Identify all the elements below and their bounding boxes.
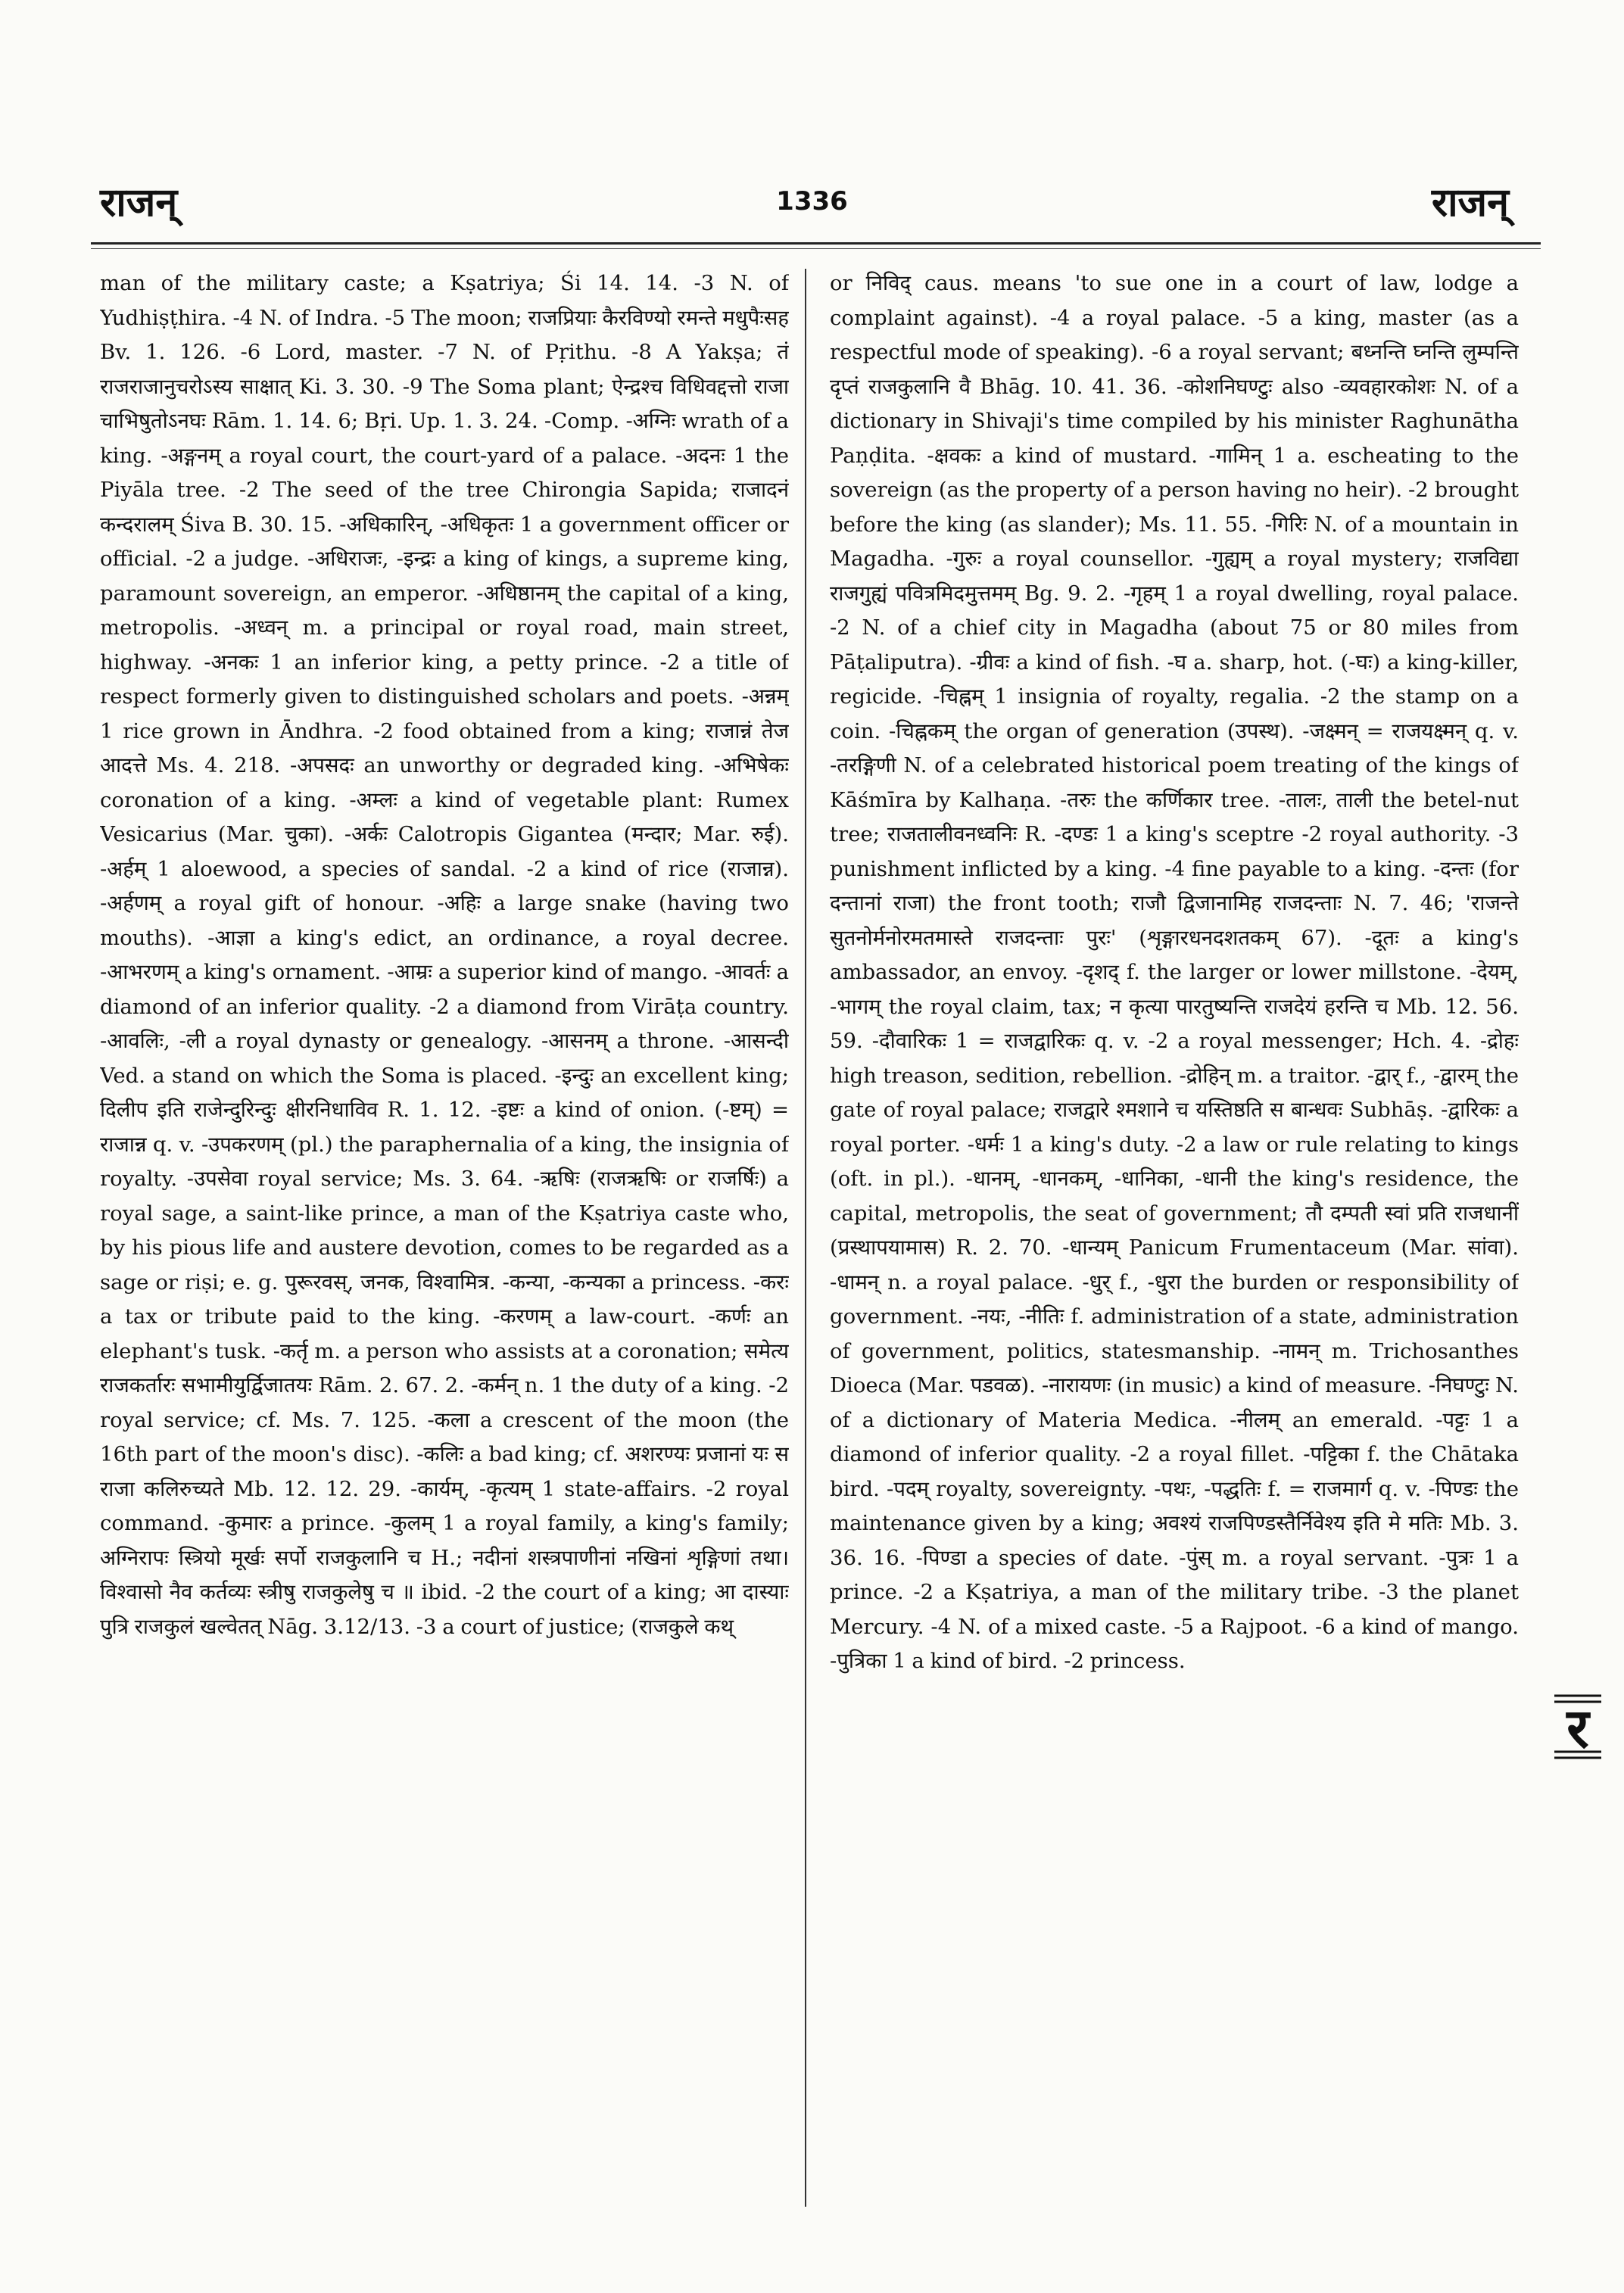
header-rule-thin xyxy=(91,248,1541,249)
column-divider xyxy=(805,269,806,2207)
right-column-text: or निविद् caus. means 'to sue one in a court of law, lodge a complaint against). -4 a royal palace. -5 a king, master (as a respectful mode of speaking). -6 a royal servant; बध्नन्ति घ्नन्ति लुम्पन्ति दृप्तं राजकुलानि वै Bhāg. 10. 41. 36. -कोशनिघण्टुः also -व्यवहारकोशः N. of a dictionary in Shivaji's time compiled by his minister Raghunātha Paṇḍita. -क्षवकः a kind of mustard. -गामिन् 1 a. escheating to the sovereign (as the property of a person having no heir). -2 brought before the king (as slander); Ms. 11. 55. -गिरिः N. of a mountain in Magadha. -गुरुः a royal counsellor. -गुह्यम् a royal mystery; राजविद्या राजगुह्यं पवित्रमिदमुत्तमम् Bg. 9. 2. -गृहम् 1 a royal dwelling, royal palace. -2 N. of a chief city in Magadha (about 75 or 80 miles from Pāṭaliputra). -ग्रीवः a kind of fish. -घ a. sharp, hot. (-घः) a king-killer, regicide. -चिह्नम् 1 insignia of royalty, regalia. -2 the stamp on a coin. -चिह्नकम् the organ of generation (उपस्थ). -जक्ष्मन् = राजयक्ष्मन् q. v. -तरङ्गिणी N. of a celebrated historical poem treating of the kings of Kāśmīra by Kalhaṇa. -तरुः the कर्णिकार tree. -तालः, ताली the betel-nut tree; राजतालीवनध्वनिः R. -दण्डः 1 a king's sceptre -2 royal authority. -3 punishment inflicted by a king. -4 fine payable to a king. -दन्तः (for दन्तानां राजा) the front tooth; राजौ द्विजानामिह राजदन्ताः N. 7. 46; 'राजन्ते सुतनोर्मनोरमतमास्ते राजदन्ताः पुरः' (शृङ्गारधनदशतकम् 67). -दूतः a king's ambassador, an envoy. -दृशद् f. the larger or lower millstone. -देयम्, -भागम् the royal claim, tax; न कृत्या पारतुष्यन्ति राजदेयं हरन्ति च Mb. 12. 56. 59. -दौवारिकः 1 = राजद्वारिकः q. v. -2 a royal messenger; Hch. 4. -द्रोहः high treason, sedition, rebellion. -द्रोहिन् m. a traitor. -द्वार् f., -द्वारम् the gate of royal palace; राजद्वारे श्मशाने च यस्तिष्ठति स बान्धवः Subhāṣ. -द्वारिकः a royal porter. -धर्मः 1 a king's duty. -2 a law or rule relating to kings (oft. in pl.). -धानम्, -धानकम्, -धानिका, -धानी the king's residence, the capital, metropolis, the seat of government; तौ दम्पती स्वां प्रति राजधानीं (प्रस्थापयामास) R. 2. 70. -धान्यम् Panicum Frumentaceum (Mar. सांवा). -धामन् n. a royal palace. -धुर् f., -धुरा the burden or responsibility of government. -नयः, -नीतिः f. administration of a state, administration of government, politics, statesmanship. -नामन् m. Trichosanthes Dioeca (Mar. पडवळ). -नारायणः (in music) a kind of measure. -निघण्टुः N. of a dictionary of Materia Medica. -नीलम् an emerald. -पट्टः 1 a diamond of inferior quality. -2 a royal fillet. -पट्टिका f. the Chātaka bird. -पदम् royalty, sovereignty. -पथः, -पद्धतिः f. = राजमार्ग q. v. -पिण्डः the maintenance given by a king; अवश्यं राजपिण्डस्तैर्निवेश्य इति मे मतिः Mb. 3. 36. 16. -पिण्डा a species of date. -पुंस् m. a royal servant. -पुत्रः 1 a prince. -2 a Kṣatriya, a man of the military tribe. -3 the planet Mercury. -4 N. of a mixed caste. -5 a Rajpoot. -6 a kind of mango. -पुत्रिका 1 a kind of bird. -2 princess. xyxy=(830,271,1519,1673)
running-head-left: राजन् xyxy=(100,180,178,226)
header-rule-thick xyxy=(91,242,1541,245)
running-head-right: राजन् xyxy=(1431,180,1509,226)
page-number: 1336 xyxy=(776,186,848,217)
thumb-index-tab xyxy=(1554,1690,1601,1764)
left-column-text: man of the military caste; a Kṣatriya; Śi 14. 14. -3 N. of Yudhiṣṭhira. -4 N. of Indra. -5 The moon; राजप्रियाः कैरविण्यो रमन्ते मधुपैःसह Bv. 1. 126. -6 Lord, master. -7 N. of Pṛithu. -8 A Yakṣa; तं राजराजानुचरोऽस्य साक्षात् Ki. 3. 30. -9 The Soma plant; ऐन्द्रश्च विधिवद्दत्तो राजा चाभिषुतोऽनघः Rām. 1. 14. 6; Bṛi. Up. 1. 3. 24. -Comp. -अग्निः wrath of a king. -अङ्गनम् a royal court, the court-yard of a palace. -अदनः 1 the Piyāla tree. -2 The seed of the tree Chirongia Sapida; राजादनं कन्दरालम् Śiva B. 30. 15. -अधिकारिन्, -अधिकृतः 1 a government officer or official. -2 a judge. -अधिराजः, -इन्द्रः a king of kings, a supreme king, paramount sovereign, an emperor. -अधिष्ठानम् the capital of a king, metropolis. -अध्वन् m. a principal or royal road, main street, highway. -अनकः 1 an inferior king, a petty prince. -2 a title of respect formerly given to distinguished scholars and poets. -अन्नम् 1 rice grown in Āndhra. -2 food obtained from a king; राजान्नं तेज आदत्ते Ms. 4. 218. -अपसदः an unworthy or degraded king. -अभिषेकः coronation of a king. -अम्लः a kind of vegetable plant: Rumex Vesicarius (Mar. चुका). -अर्कः Calotropis Gigantea (मन्दार; Mar. रुई). -अर्हम् 1 aloewood, a species of sandal. -2 a kind of rice (राजान्न). -अर्हणम् a royal gift of honour. -अहिः a large snake (having two mouths). -आज्ञा a king's edict, an ordinance, a royal decree. -आभरणम् a king's ornament. -आम्रः a superior kind of mango. -आवर्तः a diamond of an inferior quality. -2 a diamond from Virāṭa country. -आवलिः, -ली a royal dynasty or genealogy. -आसनम् a throne. -आसन्दी Ved. a stand on which the Soma is placed. -इन्दुः an excellent king; दिलीप इति राजेन्दुरिन्दुः क्षीरनिधाविव R. 1. 12. -इष्टः a kind of onion. (-ष्टम्) = राजान्न q. v. -उपकरणम् (pl.) the paraphernalia of a king, the insignia of royalty. -उपसेवा royal service; Ms. 3. 64. -ऋषिः (राजऋषिः or राजर्षिः) a royal sage, a saint-like prince, a man of the Kṣatriya caste who, by his pious life and austere devotion, comes to be regarded as a sage or riṣi; e. g. पुरूरवस्, जनक, विश्वामित्र. -कन्या, -कन्यका a princess. -करः a tax or tribute paid to the king. -करणम् a law-court. -कर्णः an elephant's tusk. -कर्तृ m. a person who assists at a coronation; समेत्य राजकर्तारः सभामीयुर्द्विजातयः Rām. 2. 67. 2. -कर्मन् n. 1 the duty of a king. -2 royal service; cf. Ms. 7. 125. -कला a crescent of the moon (the 16th part of the moon's disc). -कलिः a bad king; cf. अशरण्यः प्रजानां यः स राजा कलिरुच्यते Mb. 12. 12. 29. -कार्यम्, -कृत्यम् 1 state-affairs. -2 royal command. -कुमारः a prince. -कुलम् 1 a royal family, a king's family; अग्निरापः स्त्रियो मूर्खः सर्पो राजकुलानि च H.; नदीनां शस्त्रपाणीनां नखिनां शृङ्गिणां तथा। विश्वासो नैव कर्तव्यः स्त्रीषु राजकुलेषु च ॥ ibid. -2 the court of a king; आ दास्याः पुत्रि राजकुलं खल्वेतत् Nāg. 3.12/13. -3 a court of justice; (राजकुले कथ् xyxy=(100,271,789,1639)
thumb-index-glyph: र xyxy=(1566,1696,1589,1760)
